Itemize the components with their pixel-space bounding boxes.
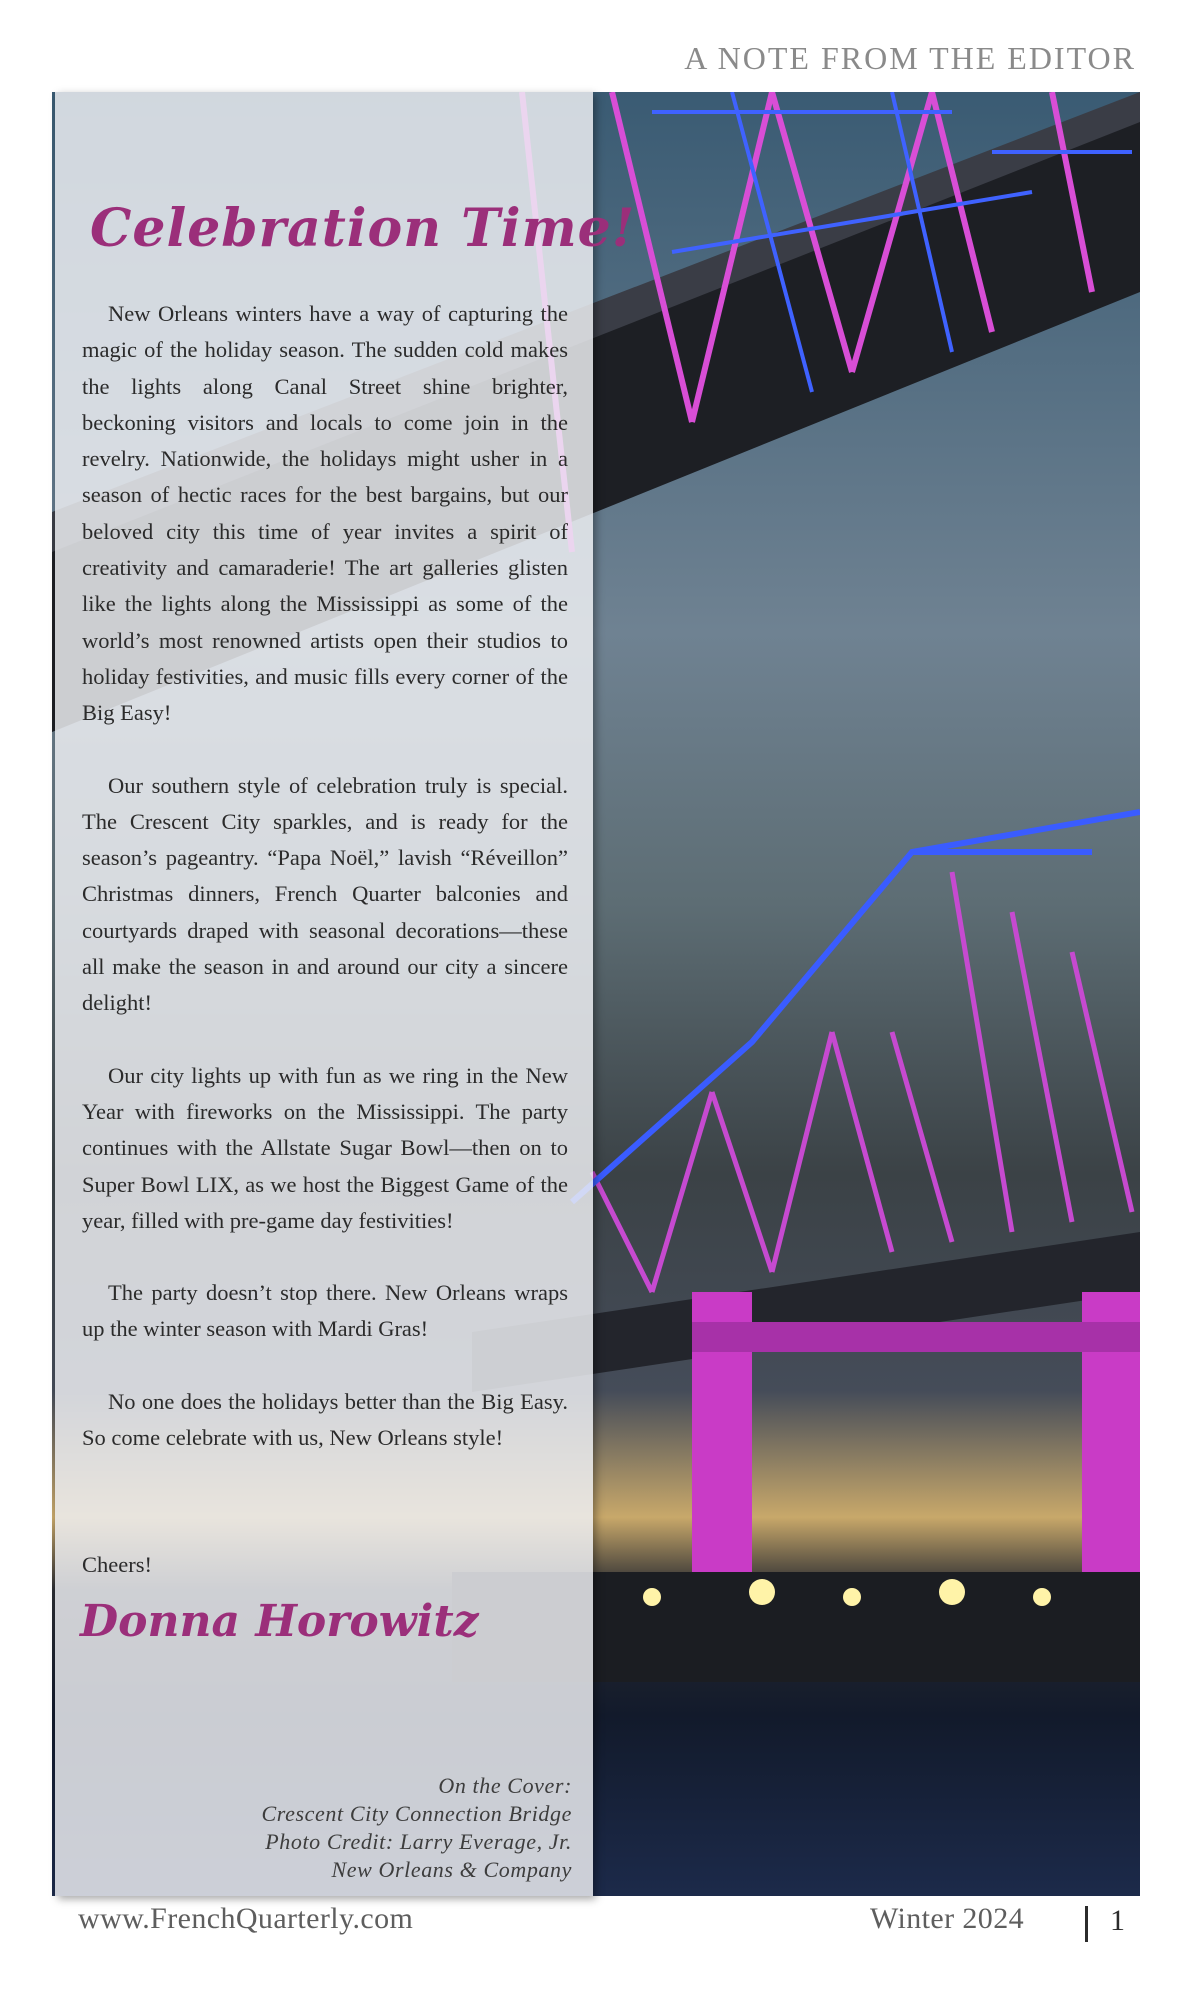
article-paragraph: Our city lights up with fun as we ring in the New Year with fireworks on the Mississippi. The party continues with the Allstate Sugar Bowl—then on to Super Bowl LIX, as we host the Biggest Game of the year, filled with pre-game day festivities! — [82, 1062, 568, 1233]
article-title: Celebration Time! — [90, 198, 636, 259]
article-paragraph: The party doesn’t stop there. New Orleans wraps up the winter season with Mardi Gras! — [82, 1280, 568, 1342]
footer-issue: Winter 2024 — [870, 1902, 1024, 1935]
page-number: 1 — [1110, 1904, 1125, 1937]
footer-website-link[interactable]: www.FrenchQuarterly.com — [78, 1902, 414, 1935]
article-paragraph: New Orleans winters have a way of capturing the magic of the holiday season. The sudden cold makes the lights along Canal Street shine brighter, beckoning visitors and locals to come join in the revelry. Nationwide, the holidays might usher in a season of hectic races for the best bargains, but our beloved city this time of year invites a spirit of creativity and camaraderie! The art galleries glisten like the lights along the Mississippi as some of the world’s most renowned artists open their studios to holiday festivities, and music fills every corner of the Big Easy! — [82, 301, 568, 726]
cover-credit — [132, 1772, 572, 1884]
article-paragraph: Our southern style of celebration truly is special. The Crescent City sparkles, and is ready for the season’s pageantry. “Papa Noël,” lavish “Réveillon” Christmas dinners, French Quarter balconies and courtyards draped with seasonal decorations—these all make the season in and around our city a sincere delight! — [82, 772, 568, 1016]
cover-credit-subject: Crescent City Connection Bridge — [261, 1801, 572, 1826]
cover-credit-label: On the Cover: — [438, 1773, 572, 1798]
bridge-pier-beam — [692, 1322, 1140, 1352]
section-title: A NOTE FROM THE EDITOR — [684, 40, 1136, 76]
cover-credit-photographer: Photo Credit: Larry Everage, Jr. — [265, 1829, 572, 1854]
lower-truss-pink — [592, 872, 1132, 1292]
article-body — [82, 296, 568, 1492]
article-paragraph: No one does the holidays better than the Big Easy. So come celebrate with us, New Orleans style! — [82, 1388, 568, 1451]
footer-divider — [1085, 1906, 1088, 1942]
cover-credit-organization: New Orleans & Company — [331, 1857, 572, 1882]
editor-signature: Donna Horowitz — [80, 1596, 479, 1647]
signoff: Cheers! — [82, 1552, 152, 1577]
